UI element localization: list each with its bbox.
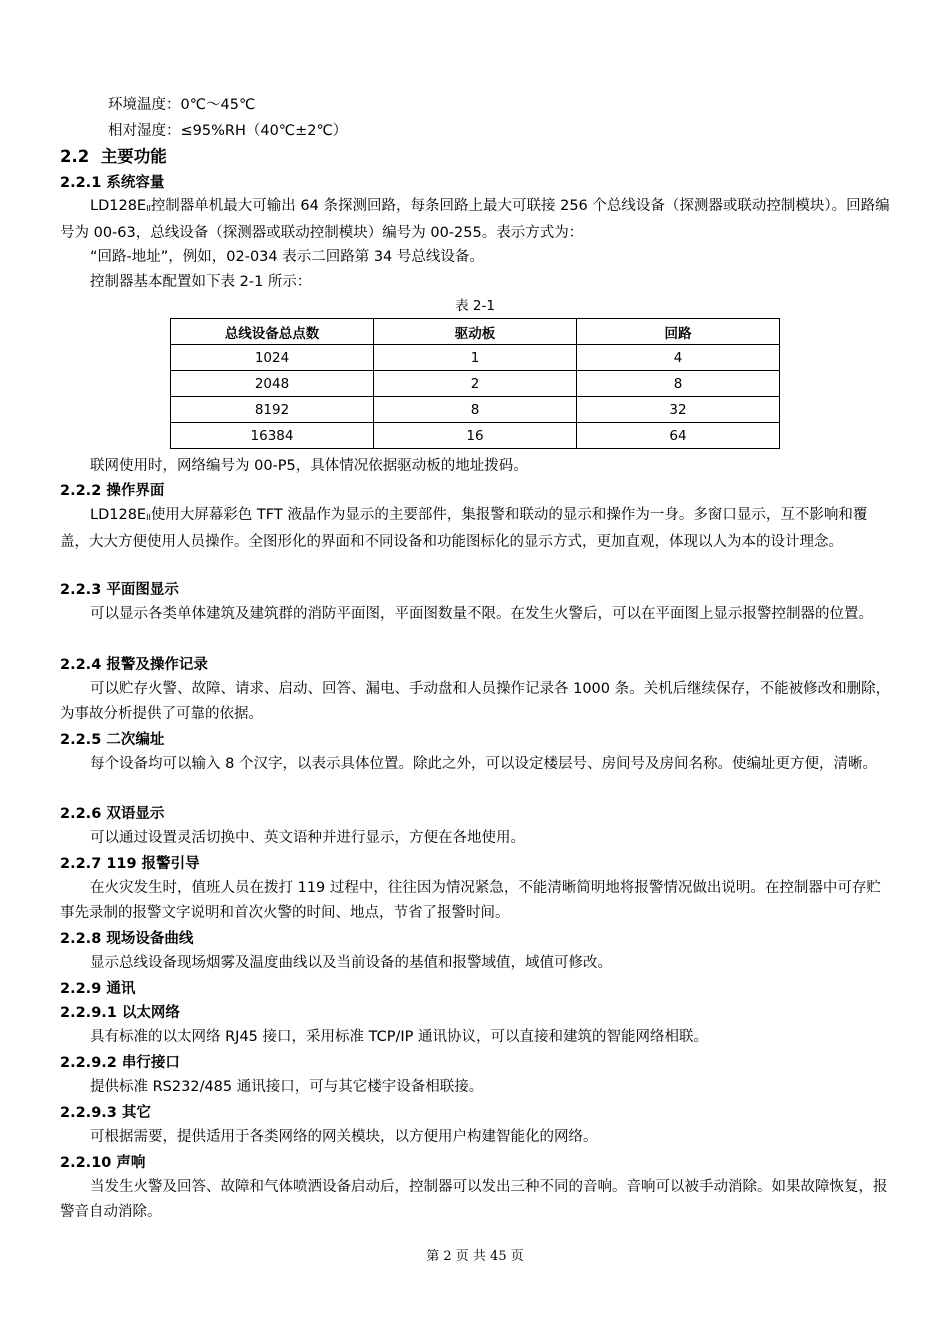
config-table bbox=[170, 318, 780, 449]
table-header-cell: 驱动板 bbox=[374, 319, 577, 345]
heading-2-2-8: 2.2.8 现场设备曲线 bbox=[60, 931, 194, 947]
heading-2-2-9-3: 2.2.9.3 其它 bbox=[60, 1105, 151, 1121]
table-cell: 1024 bbox=[171, 345, 374, 371]
env-temperature: 环境温度：0℃～45℃ bbox=[108, 97, 256, 113]
table-header-row bbox=[171, 319, 780, 345]
heading-2-2-2: 2.2.2 操作界面 bbox=[60, 483, 165, 499]
paragraph-sound: 当发生火警及回答、故障和气体喷洒设备启动后，控制器可以发出三种不同的音响。音响可以被手动消除。如果故障恢复，报警音自动消除。 bbox=[60, 1179, 888, 1220]
paragraph-capacity bbox=[60, 194, 892, 246]
paragraph-secondary-address: 每个设备均可以输入 8 个汉字，以表示具体位置。除此之外，可以设定楼层号、房间号及房间名称。使编址更方便，清晰。 bbox=[90, 756, 877, 772]
model-name: LD128E bbox=[90, 198, 147, 214]
table-cell: 64 bbox=[577, 423, 780, 449]
model-subscript: II bbox=[146, 513, 151, 522]
paragraph-table-intro: 控制器基本配置如下表 2-1 所示： bbox=[90, 274, 312, 290]
heading-2-2-9: 2.2.9 通讯 bbox=[60, 981, 136, 997]
heading-2-2-3: 2.2.3 平面图显示 bbox=[60, 582, 179, 598]
heading-2-2-10: 2.2.10 声响 bbox=[60, 1155, 146, 1171]
paragraph-serial: 提供标准 RS232/485 通讯接口，可与其它楼宇设备相联接。 bbox=[90, 1079, 484, 1095]
section-title: 主要功能 bbox=[100, 147, 167, 166]
heading-2-2-5: 2.2.5 二次编址 bbox=[60, 732, 165, 748]
heading-2-2-9-2: 2.2.9.2 串行接口 bbox=[60, 1055, 180, 1071]
paragraph-text: 控制器单机最大可输出 64 条探测回路，每条回路上最大可联接 256 个总线设备（探测器或联动控制模块）。回路编号为 00-63，总线设备（探测器或联动控制模块）编号为 00-255。表示方式为： bbox=[60, 198, 890, 241]
table-cell: 2048 bbox=[171, 371, 374, 397]
table-header-cell: 总线设备总点数 bbox=[171, 319, 374, 345]
section-heading-2-2 bbox=[60, 146, 167, 168]
table-cell: 32 bbox=[577, 397, 780, 423]
heading-2-2-1: 2.2.1 系统容量 bbox=[60, 175, 165, 191]
paragraph-device-curve: 显示总线设备现场烟雾及温度曲线以及当前设备的基值和报警域值，域值可修改。 bbox=[90, 955, 612, 971]
env-humidity: 相对湿度：≤95%RH（40℃±2℃） bbox=[108, 123, 348, 139]
paragraph-interface bbox=[60, 503, 892, 555]
table-row bbox=[171, 371, 780, 397]
table-cell: 1 bbox=[374, 345, 577, 371]
table-cell: 8192 bbox=[171, 397, 374, 423]
paragraph-bilingual: 可以通过设置灵活切换中、英文语种并进行显示，方便在各地使用。 bbox=[90, 830, 525, 846]
model-subscript: II bbox=[146, 204, 151, 213]
section-number: 2.2 bbox=[60, 147, 90, 166]
table-caption: 表 2-1 bbox=[455, 298, 495, 314]
table-cell: 8 bbox=[374, 397, 577, 423]
paragraph-ethernet: 具有标准的以太网络 RJ45 接口，采用标准 TCP/IP 通讯协议，可以直接和建筑的智能网络相联。 bbox=[90, 1029, 709, 1045]
page-footer: 第 2 页 共 45 页 bbox=[426, 1249, 524, 1264]
heading-2-2-9-1: 2.2.9.1 以太网络 bbox=[60, 1005, 180, 1021]
heading-2-2-6: 2.2.6 双语显示 bbox=[60, 806, 165, 822]
paragraph-network-number: 联网使用时，网络编号为 00-P5，具体情况依据驱动板的地址拨码。 bbox=[90, 458, 528, 474]
table-cell: 2 bbox=[374, 371, 577, 397]
model-name: LD128E bbox=[90, 507, 147, 523]
table-cell: 16 bbox=[374, 423, 577, 449]
table-cell: 4 bbox=[577, 345, 780, 371]
paragraph-floor-plan: 可以显示各类单体建筑及建筑群的消防平面图，平面图数量不限。在发生火警后，可以在平面图上显示报警控制器的位置。 bbox=[90, 606, 873, 622]
table-cell: 8 bbox=[577, 371, 780, 397]
heading-2-2-7: 2.2.7 119 报警引导 bbox=[60, 856, 200, 872]
table-header-cell: 回路 bbox=[577, 319, 780, 345]
table-row bbox=[171, 345, 780, 371]
paragraph-address-format: “回路-地址”，例如，02-034 表示二回路第 34 号总线设备。 bbox=[90, 249, 484, 265]
table-row bbox=[171, 423, 780, 449]
paragraph-records: 可以贮存火警、故障、请求、启动、回答、漏电、手动盘和人员操作记录各 1000 条。关机后继续保存，不能被修改和删除，为事故分析提供了可靠的依据。 bbox=[60, 681, 891, 722]
heading-2-2-4: 2.2.4 报警及操作记录 bbox=[60, 657, 208, 673]
paragraph-119-guide: 在火灾发生时，值班人员在拨打 119 过程中，往往因为情况紧急，不能清晰简明地将报警情况做出说明。在控制器中可存贮事先录制的报警文字说明和首次火警的时间、地点，节省了报警时间。 bbox=[60, 880, 881, 921]
table-cell: 16384 bbox=[171, 423, 374, 449]
paragraph-other: 可根据需要，提供适用于各类网络的网关模块，以方便用户构建智能化的网络。 bbox=[90, 1129, 598, 1145]
paragraph-text: 使用大屏幕彩色 TFT 液晶作为显示的主要部件，集报警和联动的显示和操作为一身。多窗口显示，互不影响和覆盖，大大方便使用人员操作。全图形化的界面和不同设备和功能图标化的显示方式，更加直观，体现以人为本的设计理念。 bbox=[60, 507, 868, 550]
table-row bbox=[171, 397, 780, 423]
